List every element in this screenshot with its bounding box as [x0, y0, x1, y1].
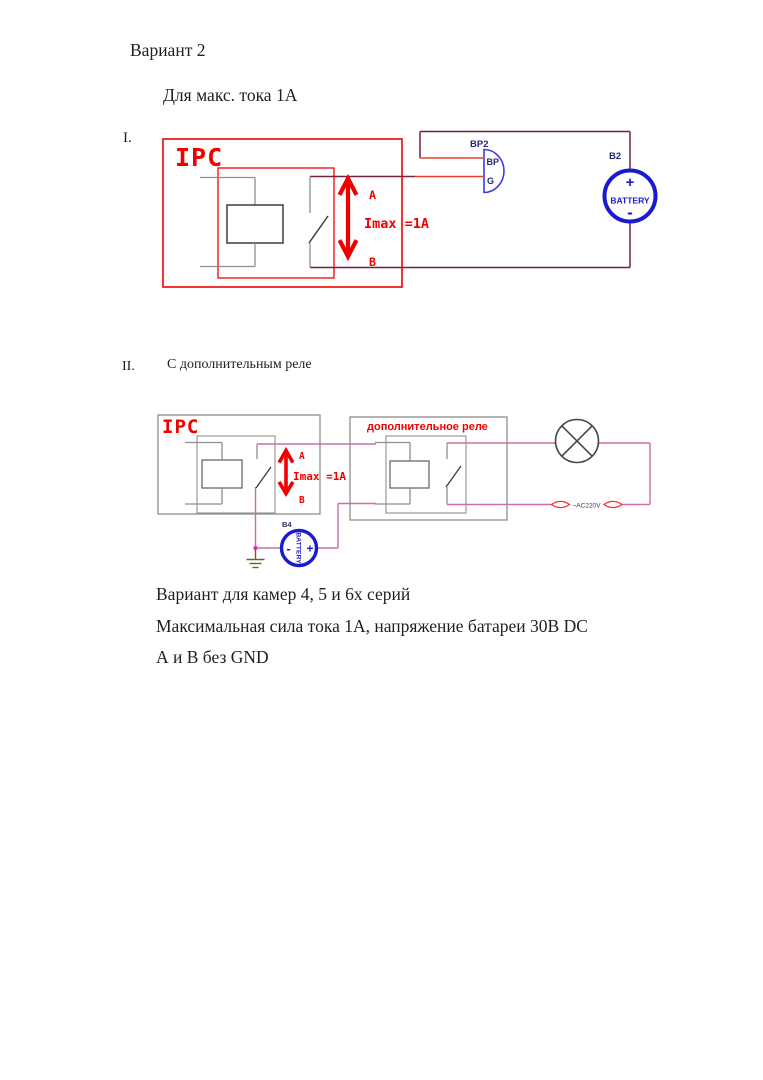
- section-1-label: I.: [123, 130, 132, 146]
- page-title: Вариант 2: [130, 40, 206, 60]
- relay-switch-2: [256, 444, 271, 488]
- wire-battery-to-relay: [317, 504, 377, 549]
- terminal-a-label: A: [369, 188, 376, 202]
- ac-lens-left: [552, 501, 570, 507]
- battery-b2-plus: +: [625, 174, 635, 191]
- imax-label-2: Imax =1A: [293, 470, 346, 483]
- note-line-1: Вариант для камер 4, 5 и 6х серий: [156, 584, 411, 604]
- battery-b4-text: BATTERY: [294, 532, 302, 564]
- connector-bp2-shape: [484, 150, 504, 193]
- ipc-label: IPC: [175, 143, 224, 172]
- imax-arrow-icon-2: [280, 451, 292, 494]
- terminal-b-label-2: B: [299, 495, 305, 506]
- imax-arrow-icon: [341, 179, 356, 257]
- relay-inner-box: [218, 168, 334, 278]
- battery-b4-minus: -: [286, 541, 291, 556]
- connector-bp2-label: BP2: [470, 139, 489, 150]
- note-line-2: Максимальная сила тока 1А, напряжение батареи 30В DC: [156, 616, 588, 636]
- battery-b4-label: B4: [282, 520, 292, 529]
- wire-b-to-battery: [310, 222, 630, 268]
- ground-icon: [247, 548, 265, 568]
- wire-top-rail: [420, 132, 630, 171]
- diagram-1: [163, 132, 656, 288]
- additional-relay-switch: [446, 443, 461, 505]
- relay-coil: [200, 178, 283, 267]
- wire-lamp-loop: [599, 443, 651, 505]
- relay-inner-box-2: [197, 436, 275, 513]
- imax-label: Imax =1A: [364, 216, 430, 232]
- section-2-title: С дополнительным реле: [167, 357, 312, 372]
- battery-b2-minus: -: [627, 203, 633, 222]
- pin-g-label: G: [487, 176, 495, 186]
- battery-b2-label: B2: [609, 151, 622, 162]
- terminal-a-label-2: A: [299, 451, 305, 462]
- terminal-b-label: B: [369, 255, 376, 269]
- diagram-2: [158, 415, 650, 568]
- battery-b2-text: BATTERY: [610, 195, 650, 206]
- subtitle-max-current: Для макс. тока 1А: [163, 85, 298, 105]
- relay-switch: [309, 177, 328, 268]
- pin-bp-label: BP: [486, 157, 500, 167]
- additional-relay-label: дополнительное реле: [367, 421, 488, 433]
- ac-source: [552, 501, 623, 509]
- battery-b4: [282, 520, 317, 566]
- section-2-label: II.: [122, 359, 135, 374]
- ac-voltage-label: ~AC220V: [572, 502, 601, 510]
- additional-relay-coil: [375, 443, 429, 505]
- additional-relay-inner-box: [386, 436, 466, 513]
- ac-lens-right: [604, 501, 622, 507]
- ipc-label-2: IPC: [162, 416, 200, 438]
- connector-bp2: [470, 139, 504, 193]
- battery-b4-plus: +: [306, 541, 314, 556]
- relay-coil-2: [185, 443, 242, 505]
- lamp-icon: [556, 420, 599, 463]
- note-line-3: А и В без GND: [156, 647, 269, 667]
